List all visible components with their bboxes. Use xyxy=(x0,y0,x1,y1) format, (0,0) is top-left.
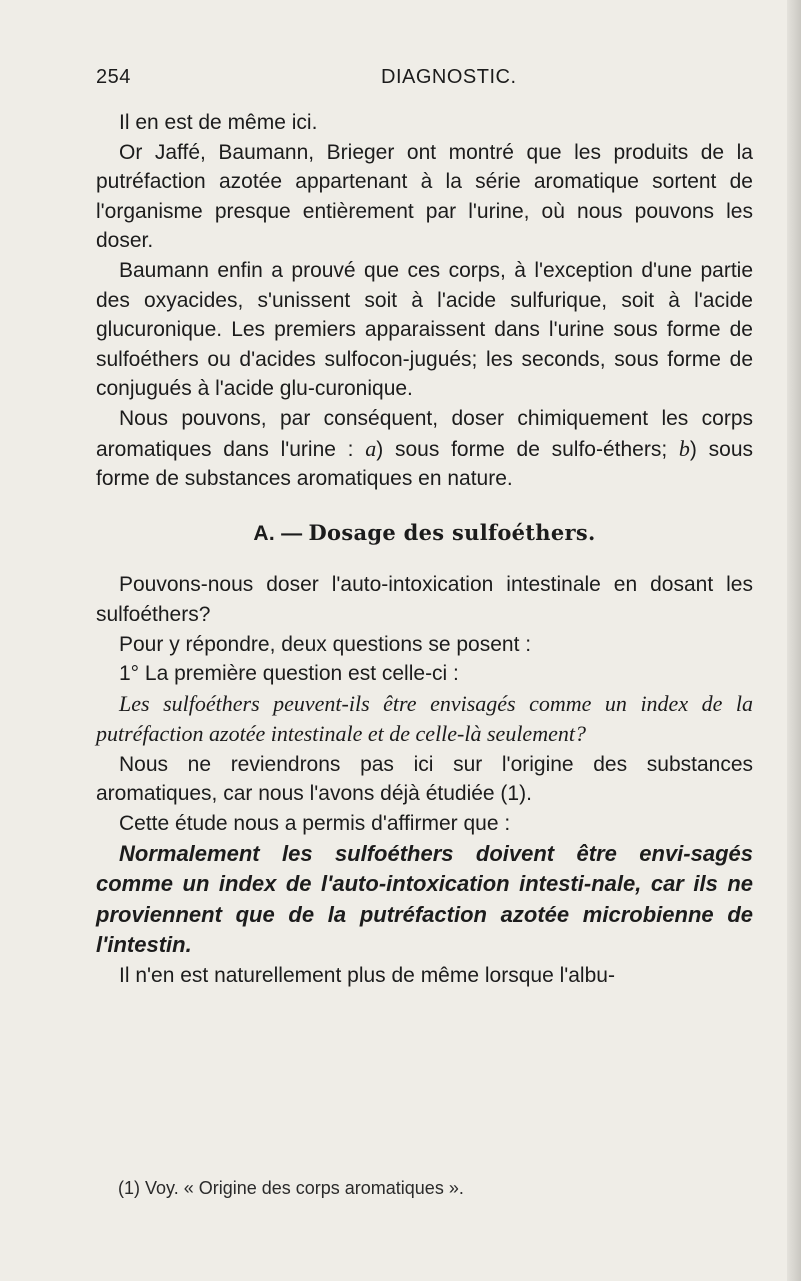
body-text xyxy=(96,108,753,991)
paragraph-4-part-a: Nous pouvons, par conséquent, doser chimiquement les corps aromatiques dans l'urine : xyxy=(96,406,753,461)
running-title: DIAGNOSTIC. xyxy=(381,66,517,88)
paragraph-12: Il n'en est naturellement plus de même lorsque l'albu- xyxy=(119,964,615,988)
list-marker-a: a xyxy=(365,435,377,461)
paragraph-5: Pouvons-nous doser l'auto-intoxication intestinale en dosant les sulfoéthers? xyxy=(96,573,753,626)
paragraph-9: Nous ne reviendrons pas ici sur l'origine des substances aromatiques, car nous l'avons déjà étudiée (1). xyxy=(96,752,753,806)
list-marker-b: b xyxy=(678,435,690,461)
running-head xyxy=(96,66,716,96)
paragraph-8 xyxy=(96,689,753,750)
paragraph-7: 1° La première question est celle-ci : xyxy=(119,662,459,686)
paragraph-3: Baumann enfin a prouvé que ces corps, à l'exception d'une partie des oxyacides, s'unissent soit à l'acide sulfurique, soit à l'acide glucuronique. Les premiers apparaissent dans l'urine sous forme de sulfoéthers ou d'acides sulfocon-jugués; les seconds, sous forme de conjugués à l'acide glu-curonique. xyxy=(96,258,753,401)
section-heading-prefix: A. — xyxy=(253,521,309,545)
paragraph-4-part-b: ) sous forme de sulfo-éthers; xyxy=(376,437,679,461)
paragraph-2: Or Jaffé, Baumann, Brieger ont montré que les produits de la putréfaction azotée appartenant à la série aromatique sortent de l'organisme presque entièrement par l'urine, où nous pouvons les doser. xyxy=(96,140,753,253)
section-heading xyxy=(96,518,753,549)
paragraph-4-part-c: ) sous forme de substances aromatiques en nature. xyxy=(96,437,753,491)
page-number: 254 xyxy=(96,66,131,88)
paragraph-1: Il en est de même ici. xyxy=(119,111,318,134)
paragraph-11 xyxy=(96,839,753,961)
paragraph-6: Pour y répondre, deux questions se posent : xyxy=(119,632,532,656)
section-heading-title: Dosage des sulfoéthers. xyxy=(308,519,596,545)
bold-italic-conclusion: Normalement les sulfoéthers doivent être envi-sagés comme un index de l'auto-intoxication intesti-nale, car ils ne proviennent que de la putréfaction azotée microbienne de l'intestin. xyxy=(96,840,753,958)
italic-question: Les sulfoéthers peuvent-ils être envisagés comme un index de la putréfaction azotée intestinale et de celle-là seulement? xyxy=(96,690,753,747)
footnote: (1) Voy. « Origine des corps aromatiques ». xyxy=(118,1178,464,1198)
paragraph-10: Cette étude nous a permis d'affirmer que : xyxy=(119,812,511,836)
paragraph-4 xyxy=(96,404,753,494)
